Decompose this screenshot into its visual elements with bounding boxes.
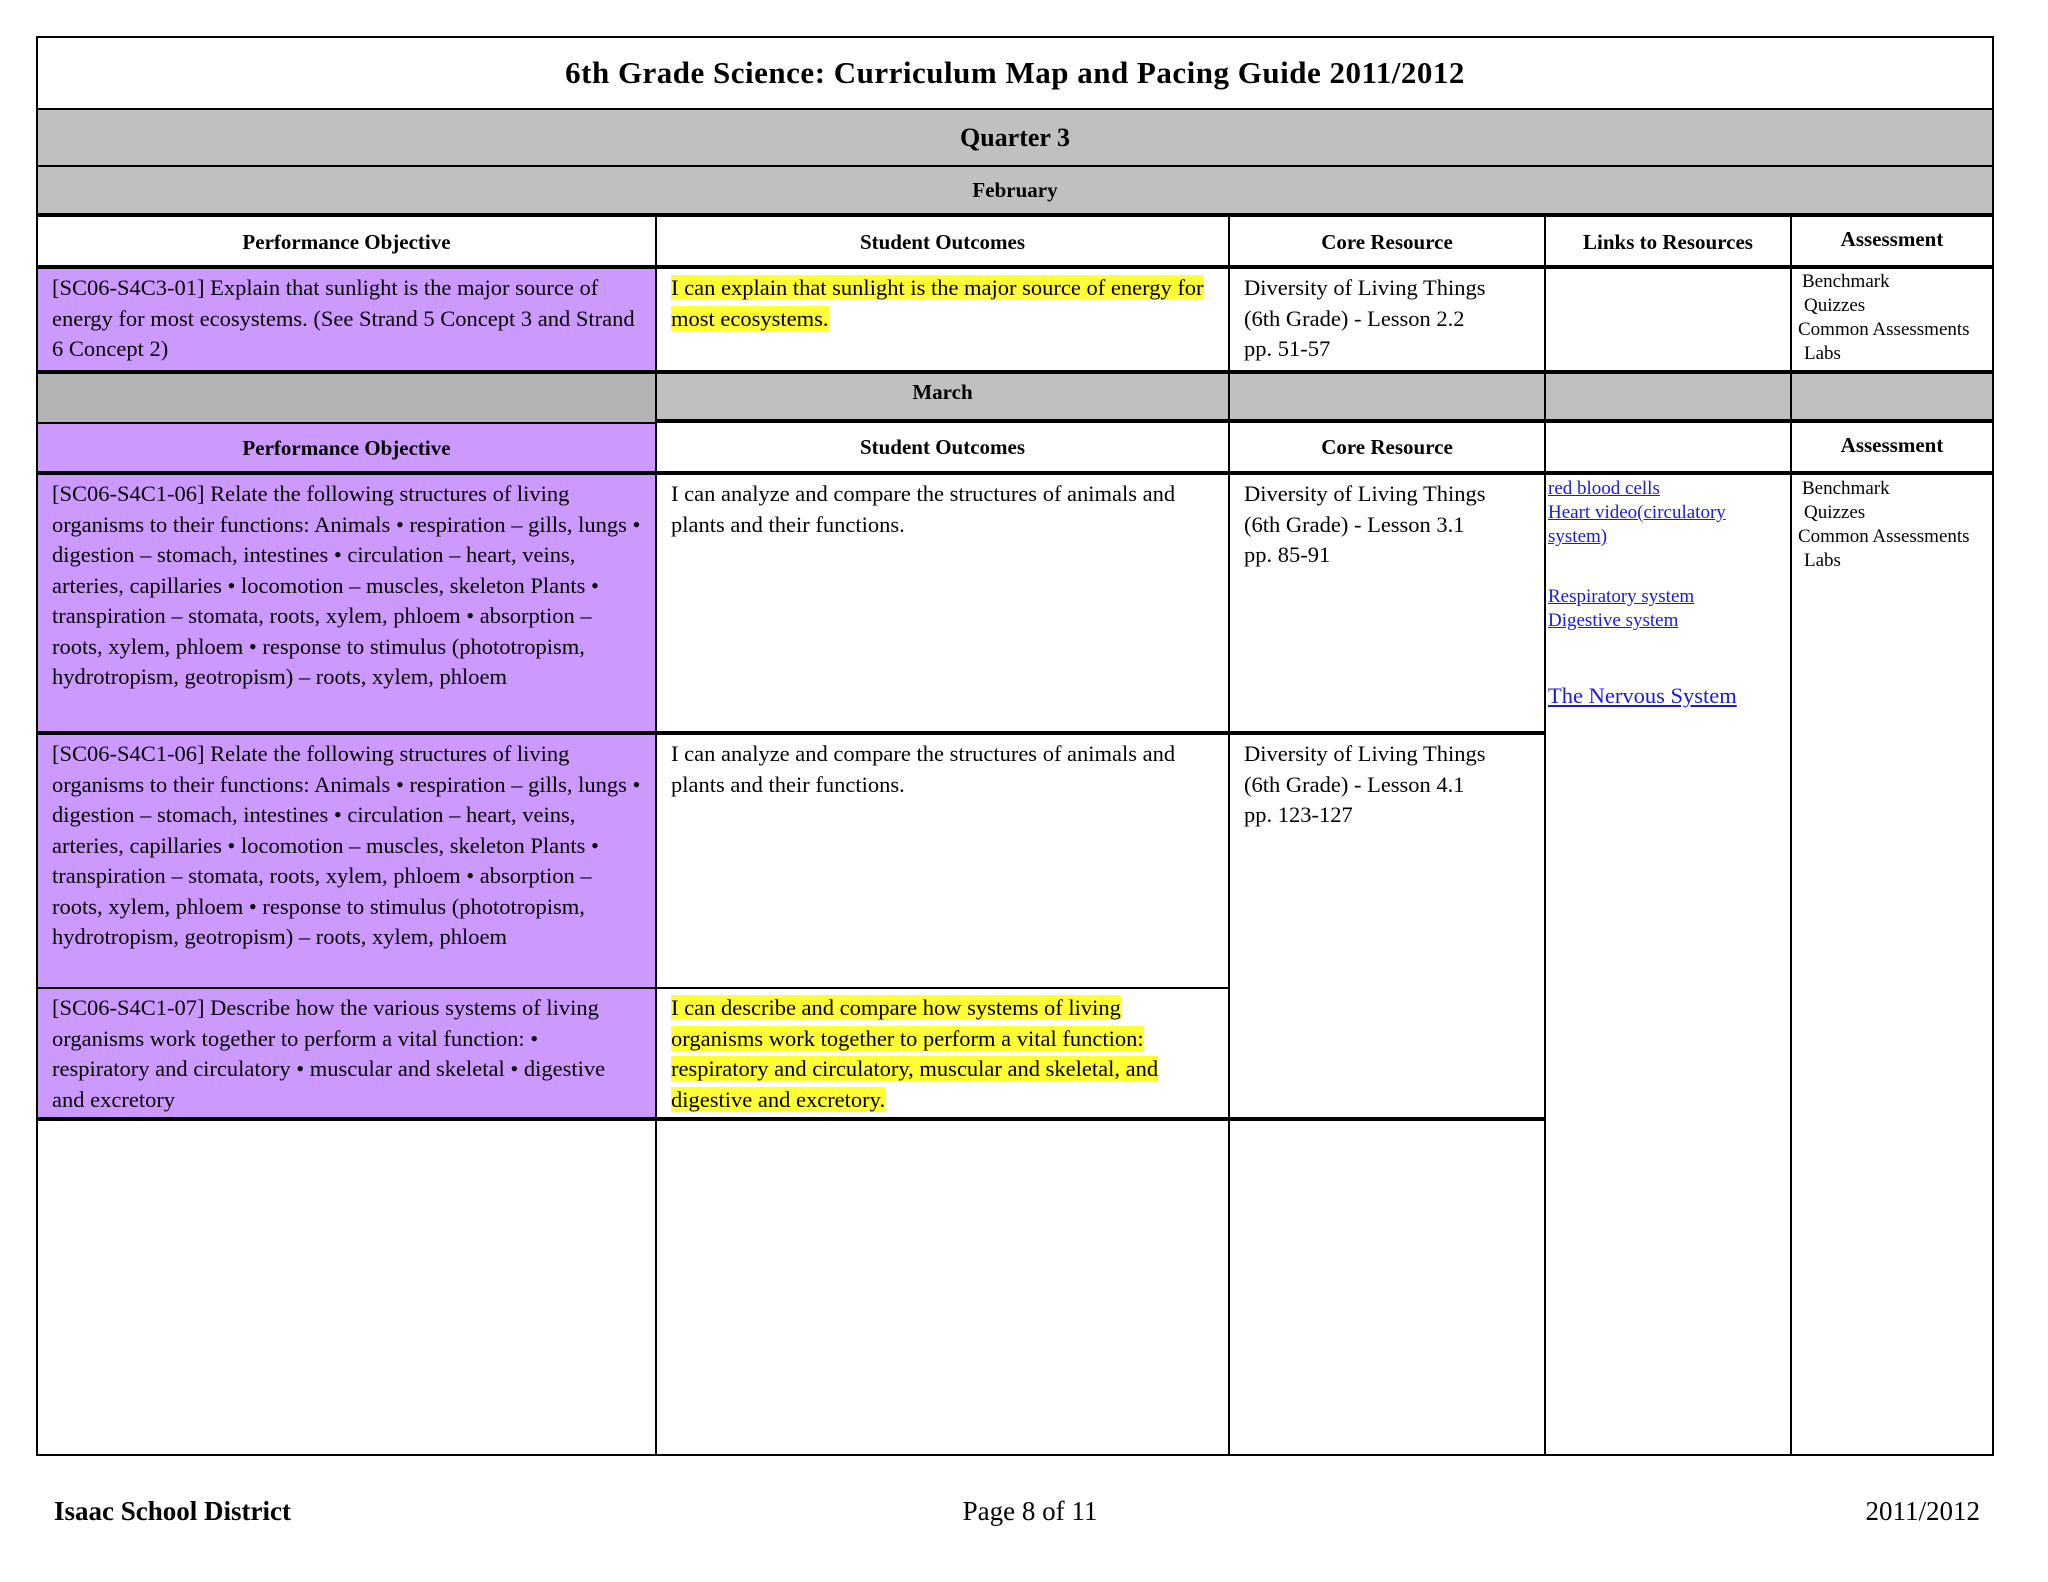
assessment-item: Benchmark xyxy=(1802,478,1890,499)
march-band-links xyxy=(1546,374,1790,420)
core-resource-title: Diversity of Living Things xyxy=(1244,741,1486,766)
month-heading-march: March xyxy=(657,374,1228,410)
assessment-item: Quizzes xyxy=(1804,502,1866,523)
outcome-text: I can describe and compare how systems of living organisms work together to perform a vital function: respiratory and circulatory, muscular and skeletal, and digestive and excretory. xyxy=(671,995,1159,1112)
header-core-resource: Core Resource xyxy=(1321,229,1453,254)
outcome-cell xyxy=(657,475,1228,731)
core-resource-pages: pp. 51-57 xyxy=(1244,336,1331,361)
objective-cell xyxy=(38,475,655,731)
link-nervous-system[interactable]: The Nervous System xyxy=(1548,683,1737,708)
divider xyxy=(36,1117,1546,1121)
core-resource-title: Diversity of Living Things xyxy=(1244,481,1486,506)
core-resource-pages: pp. 123-127 xyxy=(1244,802,1353,827)
header-assessment-2: Assessment xyxy=(1840,432,1944,457)
objective-text: [SC06-S4C1-06] Relate the following structures of living organisms to their functions: Animals • respiration – gills, lungs • digestion – stomach, intestines • circulation – heart, veins, arteries, capillaries • locomotion – muscles, skeleton Plants • transpiration – stomata, roots, xylem, phloem • absorption – roots, xylem, phloem • response to stimulus (phototropism, hydrotropism, geotropism) – roots, xylem, phloem xyxy=(52,741,641,949)
links-cell xyxy=(1548,477,1790,737)
march-band-left xyxy=(38,374,655,424)
month-heading-february: February xyxy=(38,167,1992,213)
spacer xyxy=(1548,549,1790,585)
footer-page-number: Page 8 of 11 xyxy=(962,1496,1098,1526)
assessment-item: Labs xyxy=(1804,550,1841,571)
assessment-cell xyxy=(1792,477,1992,597)
objective-text: [SC06-S4C3-01] Explain that sunlight is the major source of energy for most ecosystems. (See Strand 5 Concept 3 and Strand 6 Concept 2) xyxy=(52,275,635,361)
page-title: 6th Grade Science: Curriculum Map and Pacing Guide 2011/2012 xyxy=(565,55,1465,90)
core-resource-pages: pp. 85-91 xyxy=(1244,542,1331,567)
core-resource-cell xyxy=(1230,475,1544,731)
link-heart-video[interactable]: Heart video(circulatory system) xyxy=(1548,502,1726,547)
header-links-to-resources: Links to Resources xyxy=(1583,229,1753,254)
column-divider xyxy=(1790,215,1792,1456)
footer-district: Isaac School District xyxy=(54,1496,291,1526)
assessment-item: Quizzes xyxy=(1804,295,1866,316)
objective-cell xyxy=(38,269,655,370)
core-resource-cell xyxy=(1230,735,1544,1115)
header-student-outcomes-2: Student Outcomes xyxy=(859,435,1026,459)
outcome-text: I can analyze and compare the structures of animals and plants and their functions. xyxy=(671,481,1176,537)
link-red-blood-cells[interactable]: red blood cells xyxy=(1548,478,1660,499)
header-performance-objective-2: Performance Objective xyxy=(38,424,655,472)
outcome-cell xyxy=(657,269,1228,370)
core-resource-lesson: (6th Grade) - Lesson 4.1 xyxy=(1244,771,1465,797)
link-respiratory-system[interactable]: Respiratory system xyxy=(1548,586,1695,607)
header-performance-objective: Performance Objective xyxy=(242,229,451,254)
objective-text: [SC06-S4C1-07] Describe how the various systems of living organisms work together to perform a vital function: • respiratory and circulatory • muscular and skeletal • digestive and excretory xyxy=(52,995,606,1112)
assessment-item: Common Assessments xyxy=(1798,319,1970,340)
link-digestive-system[interactable]: Digestive system xyxy=(1548,610,1679,631)
objective-cell xyxy=(38,989,655,1117)
objective-text: [SC06-S4C1-06] Relate the following structures of living organisms to their functions: Animals • respiration – gills, lungs • digestion – stomach, intestines • circulation – heart, veins, arteries, capillaries • locomotion – muscles, skeleton Plants • transpiration – stomata, roots, xylem, phloem • absorption – roots, xylem, phloem • response to stimulus (phototropism, hydrotropism, geotropism) – roots, xylem, phloem xyxy=(52,481,641,689)
core-resource-lesson: (6th Grade) - Lesson 3.1 xyxy=(1244,511,1465,537)
spacer xyxy=(1548,633,1790,681)
column-divider xyxy=(1544,215,1546,1456)
header-core-resource-2: Core Resource xyxy=(1321,435,1453,459)
outcome-cell xyxy=(657,735,1228,987)
outcome-text: I can explain that sunlight is the major source of energy for most ecosystems. xyxy=(671,275,1204,331)
outcome-cell xyxy=(657,989,1228,1117)
assessment-item: Common Assessments xyxy=(1798,526,1970,547)
outcome-text: I can analyze and compare the structures of animals and plants and their functions. xyxy=(671,741,1176,797)
assessment-cell xyxy=(1792,270,1992,370)
march-band-core xyxy=(1230,374,1544,420)
header-student-outcomes: Student Outcomes xyxy=(859,229,1026,254)
quarter-heading: Quarter 3 xyxy=(38,110,1992,165)
core-resource-title: Diversity of Living Things xyxy=(1244,275,1486,300)
core-resource-cell xyxy=(1230,269,1544,370)
assessment-item: Labs xyxy=(1804,343,1841,364)
column-divider xyxy=(1228,215,1230,1456)
column-divider xyxy=(655,215,657,1456)
footer-year: 2011/2012 xyxy=(1865,1496,1980,1526)
core-resource-lesson: (6th Grade) - Lesson 2.2 xyxy=(1244,305,1465,331)
header-assessment: Assessment xyxy=(1840,226,1944,251)
assessment-item: Benchmark xyxy=(1802,271,1890,292)
march-band-assessment xyxy=(1792,374,1992,420)
objective-cell xyxy=(38,735,655,987)
